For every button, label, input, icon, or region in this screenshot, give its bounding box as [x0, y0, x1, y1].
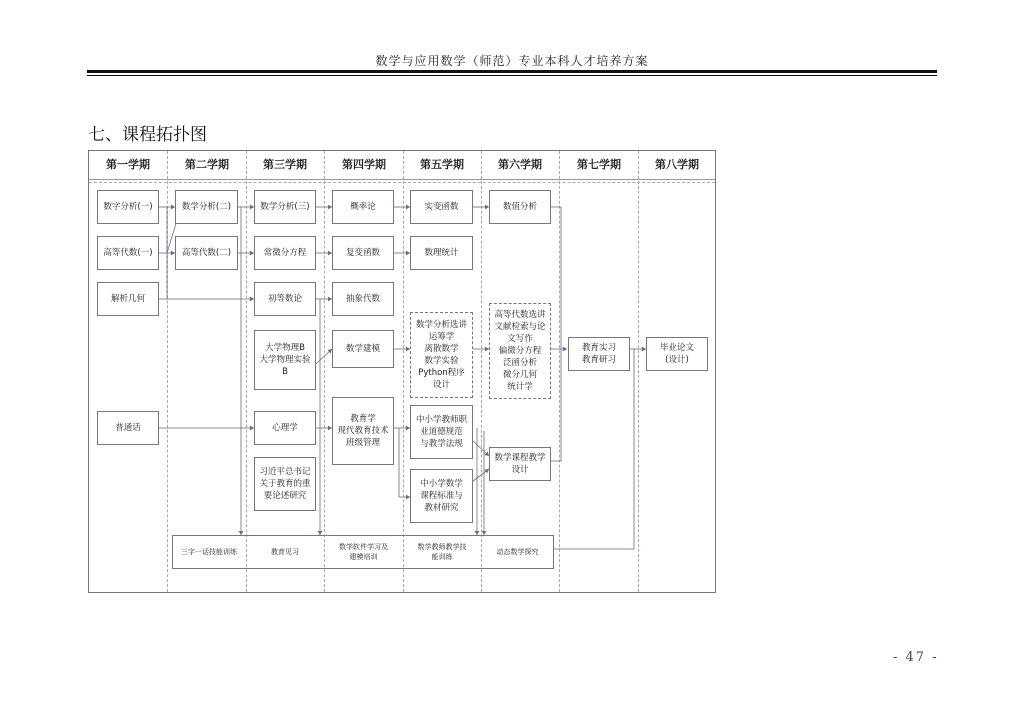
- course-box: 实变函数: [410, 190, 473, 224]
- course-box: 习近平总书记 关于教育的重 要论述研究: [254, 457, 316, 511]
- page-number: - 47 -: [893, 650, 939, 665]
- course-box-elective: 高等代数选讲 文献检索与论 文写作 偏微分方程 泛函分析 微分几何 统计学: [489, 303, 551, 399]
- term-header-3: 第三学期: [263, 158, 307, 171]
- header-rule-thin: [87, 75, 937, 76]
- term-header-4: 第四学期: [342, 158, 386, 171]
- course-box: 数理统计: [410, 236, 473, 270]
- course-box: 中小学数学 课程标准与 教材研究: [410, 469, 473, 523]
- practice-item: 教育见习: [271, 548, 299, 556]
- practice-item: 三字一话技能训练: [181, 548, 237, 556]
- course-box: 数学分析(三): [254, 190, 316, 224]
- practice-item: 动态数学探究: [496, 548, 539, 556]
- course-box-elective: 数学分析选讲 运筹学 离散数学 数学实验 Python程序 设计: [410, 312, 473, 398]
- course-box: 教育学 现代教育技术 班级管理: [332, 397, 394, 465]
- course-box: 普通话: [97, 411, 159, 445]
- course-box: 常微分方程: [254, 236, 316, 270]
- course-box: 高等代数(一): [97, 236, 159, 270]
- line-teachingdesign-internship: [551, 349, 561, 461]
- term-header-1: 第一学期: [106, 158, 150, 171]
- term-header-6: 第六学期: [498, 158, 542, 171]
- course-box: 解析几何: [97, 282, 159, 316]
- course-box: 教育实习 教育研习: [568, 337, 630, 371]
- arrow-ethics-teachingdesign: [473, 441, 489, 456]
- term-header-5: 第五学期: [420, 158, 464, 171]
- course-box: 大学物理B 大学物理实验B: [254, 330, 316, 390]
- course-box: 数学课程教学 设计: [489, 447, 551, 481]
- section-title: 七、课程拓扑图: [88, 125, 207, 145]
- course-box: 概率论: [332, 190, 394, 224]
- course-box: 复变函数: [332, 236, 394, 270]
- line-numerical-internship: [551, 207, 561, 349]
- course-box: 抽象代数: [332, 282, 394, 316]
- course-box: 心理学: [254, 411, 316, 445]
- practice-item: 数学教师教学技 能训练: [417, 543, 467, 561]
- term-header-7: 第七学期: [577, 158, 621, 171]
- arrow-physics-modeling: [316, 349, 332, 364]
- course-box: 毕业论文 (设计): [646, 337, 708, 371]
- course-box: 初等数论: [254, 282, 316, 316]
- course-box: 数字分析(一): [97, 190, 159, 224]
- course-box: 中小学教师职 业道德规范 与教学法规: [410, 405, 473, 459]
- practice-item: 数学软件学习及 建模培训: [339, 543, 388, 561]
- course-box: 数值分析: [489, 190, 551, 224]
- arrow-curriculum-teachingdesign: [473, 469, 489, 481]
- document-header-title: 数学与应用数学（师范）专业本科人才培养方案: [375, 54, 649, 68]
- header-rule-thick: [87, 70, 937, 73]
- line-p5-internship: [554, 349, 634, 549]
- course-box: 高等代数(二): [175, 236, 238, 270]
- arrow-education-curriculum: [399, 428, 410, 497]
- course-box: 数学分析(二): [175, 190, 238, 224]
- term-header-2: 第二学期: [185, 158, 229, 171]
- course-box: 数学建模: [332, 330, 394, 368]
- term-header-8: 第八学期: [655, 158, 699, 171]
- course-topology-diagram: [88, 150, 716, 593]
